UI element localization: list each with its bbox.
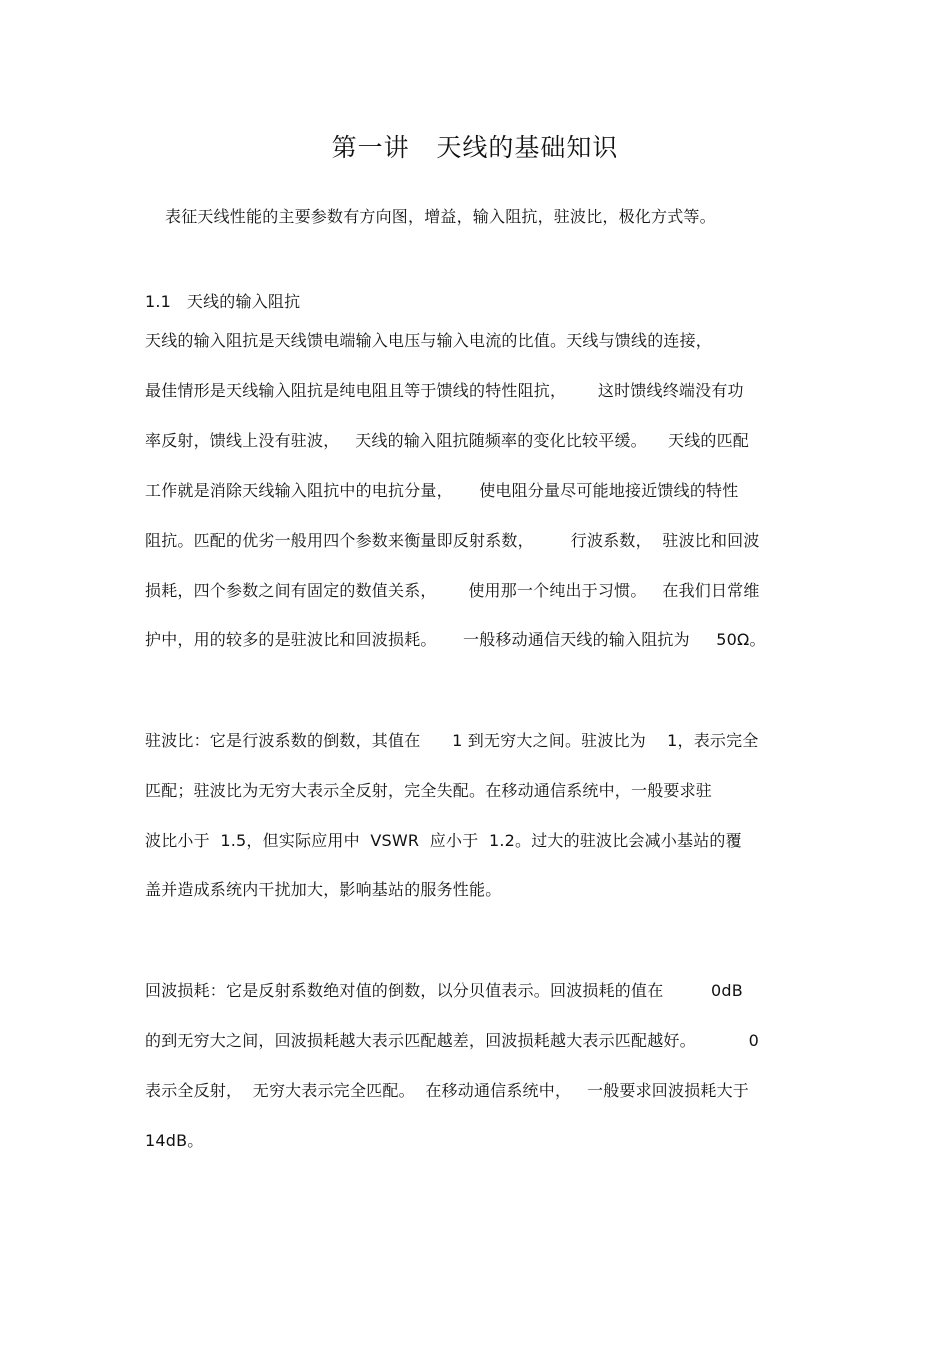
page-title: 第一讲 天线的基础知识 xyxy=(331,133,619,162)
paragraph-line: 的到无穷大之间，回波损耗越大表示匹配越差，回波损耗越大表示匹配越好。 0 xyxy=(145,1031,760,1050)
paragraph-line: 最佳情形是天线输入阻抗是纯电阻且等于馈线的特性阻抗， 这时馈线终端没有功 xyxy=(145,381,744,400)
paragraph-line: 工作就是消除天线输入阻抗中的电抗分量， 使电阻分量尽可能地接近馈线的特性 xyxy=(145,481,739,500)
paragraph-line: 护中，用的较多的是驻波比和回波损耗。 一般移动通信天线的输入阻抗为 50Ω。 xyxy=(145,630,766,649)
paragraph-line: 回波损耗：它是反射系数绝对值的倒数，以分贝值表示。回波损耗的值在 0dB xyxy=(145,981,743,1000)
paragraph-line: 率反射，馈线上没有驻波， 天线的输入阻抗随频率的变化比较平缓。 天线的匹配 xyxy=(145,431,750,450)
intro-text: 表征天线性能的主要参数有方向图，增益，输入阻抗，驻波比，极化方式等。 xyxy=(165,207,716,226)
paragraph-line: 阻抗。匹配的优劣一般用四个参数来衡量即反射系数， 行波系数， 驻波比和回波 xyxy=(145,531,760,550)
paragraph-line: 盖并造成系统内干扰加大，影响基站的服务性能。 xyxy=(145,880,502,899)
paragraph-line: 14dB。 xyxy=(145,1131,204,1150)
paragraph-line: 表示全反射， 无穷大表示完全匹配。 在移动通信系统中， 一般要求回波损耗大于 xyxy=(145,1081,750,1100)
paragraph-line: 波比小于 1.5，但实际应用中 VSWR 应小于 1.2。过大的驻波比会减小基站的覆 xyxy=(145,831,742,850)
paragraph-line: 匹配；驻波比为无穷大表示全反射，完全失配。在移动通信系统中，一般要求驻 xyxy=(145,781,713,800)
paragraph-line: 天线的输入阻抗是天线馈电端输入电压与输入电流的比值。天线与馈线的连接， xyxy=(145,331,713,350)
paragraph-line: 损耗，四个参数之间有固定的数值关系， 使用那一个纯出于习惯。 在我们日常维 xyxy=(145,581,760,600)
section-heading: 1.1 天线的输入阻抗 xyxy=(145,292,301,311)
paragraph-line: 驻波比：它是行波系数的倒数，其值在 1 到无穷大之间。驻波比为 1，表示完全 xyxy=(145,731,759,750)
